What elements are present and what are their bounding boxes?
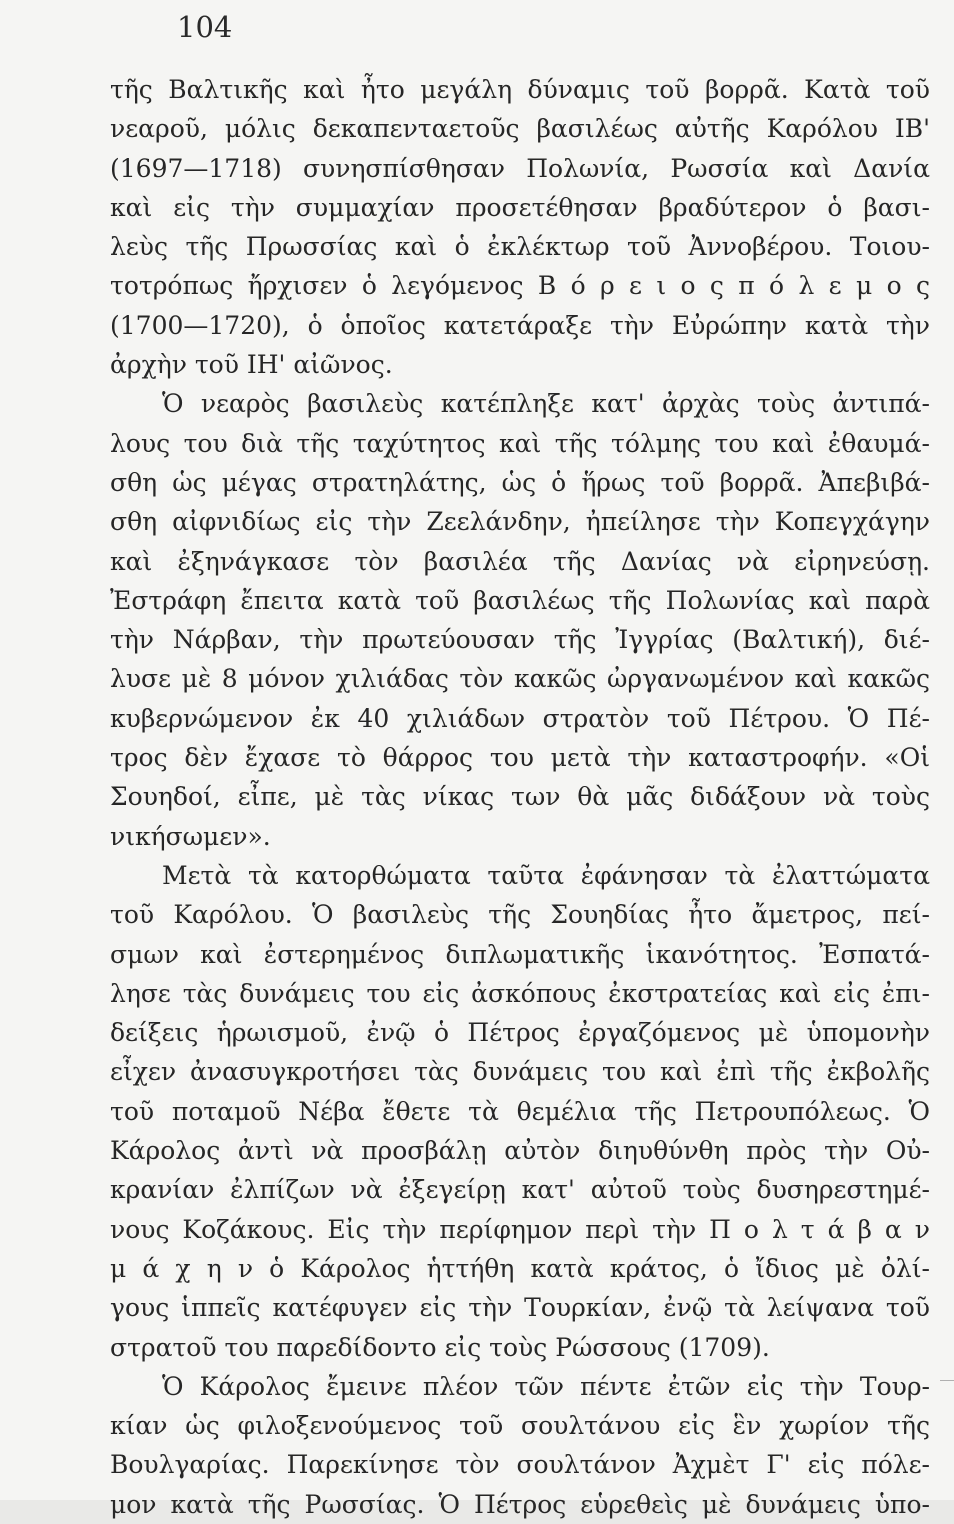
text-line: γους ἱππεῖς κατέφυγεν εἰς τὴν Τουρκίαν, ἐνῷ τὰ λείψανα τοῦ [110,1293,930,1323]
page-number: 104 [177,10,233,44]
text-line: ἀρχὴν τοῦ ΙΗ' αἰῶνος. [110,350,393,380]
text-line: κρανίαν ἐλπίζων νὰ ἐξεγείρῃ κατ' αὐτοῦ τοὺς δυσηρεστημέ- [110,1175,930,1205]
text-line: καὶ εἰς τὴν συμμαχίαν προσετέθησαν βραδύτερον ὁ βασι- [110,192,930,222]
text-line: τῆς Βαλτικῆς καὶ ἦτο μεγάλη δύναμις τοῦ βορρᾶ. Κατὰ τοῦ [110,75,930,104]
text-line: νεαροῦ, μόλις δεκαπενταετοῦς βασιλέως αὐτῆς Καρόλου ΙΒ' [110,114,930,144]
text-line: (1700—1720), ὁ ὁποῖος κατετάραξε τὴν Εὐρώπην κατὰ τὴν [110,310,930,340]
text-line: σμων καὶ ἐστερημένος διπλωματικῆς ἱκανότητος. Ἐσπατά- [110,939,930,969]
text-line: Μετὰ τὰ κατορθώματα ταῦτα ἐφάνησαν τὰ ἐλαττώματα [162,860,930,890]
text-line: λεὺς τῆς Πρωσσίας καὶ ὁ ἐκλέκτωρ τοῦ Ἀννοβέρου. Τοιου- [110,232,930,262]
text-line: Σουηδοί, εἶπε, μὲ τὰς νίκας των θὰ μᾶς διδάξουν νὰ τοὺς [110,782,930,812]
margin-mark [940,1380,954,1381]
text-line: τοτρόπως ἤρχισεν ὁ λεγόμενος Β ό ρ ε ι ο ς π ό λ ε μ ο ς [110,271,930,301]
body-text [110,70,930,1524]
text-line: σθη ὡς μέγας στρατηλάτης, ὡς ὁ ἥρως τοῦ βορρᾶ. Ἀπεβιβά- [110,467,930,497]
text-line: λυσε μὲ 8 μόνον χιλιάδας τὸν κακῶς ὠργανωμένον καὶ κακῶς [110,664,930,694]
text-line: νικήσωμεν». [110,821,271,851]
text-line: κυβερνώμενον ἐκ 40 χιλιάδων στρατὸν τοῦ Πέτρου. Ὁ Πέ- [110,703,930,733]
text-line: μον κατὰ τῆς Ρωσσίας. Ὁ Πέτρος εὑρεθεὶς μὲ δυνάμεις ὑπο- [110,1489,930,1519]
text-line: τοῦ ποταμοῦ Νέβα ἔθετε τὰ θεμέλια τῆς Πετρουπόλεως. Ὁ [110,1096,930,1126]
text-line: Ἐστράφη ἔπειτα κατὰ τοῦ βασιλέως τῆς Πολωνίας καὶ παρὰ [110,585,930,615]
text-line: τοῦ Καρόλου. Ὁ βασιλεὺς τῆς Σουηδίας ἦτο ἄμετρος, πεί- [110,900,930,930]
text-line: τὴν Νάρβαν, τὴν πρωτεύουσαν τῆς Ἰγγρίας (Βαλτική), διέ- [110,625,930,655]
text-line: Ὁ Κάρολος ἔμεινε πλέον τῶν πέντε ἐτῶν εἰς τὴν Τουρ- [162,1371,930,1401]
text-line: στρατοῦ του παρεδίδοντο εἰς τοὺς Ρώσσους (1709). [110,1332,770,1362]
text-line: δείξεις ἡρωισμοῦ, ἐνῷ ὁ Πέτρος ἐργαζόμενος μὲ ὑπομονὴν [110,1018,930,1048]
text-line: λους του διὰ τῆς ταχύτητος καὶ τῆς τόλμης του καὶ ἐθαυμά- [110,428,930,458]
text-line: καὶ ἐξηνάγκασε τὸν βασιλέα τῆς Δανίας νὰ εἰρηνεύσῃ. [110,546,930,576]
text-line: τρος δὲν ἔχασε τὸ θάρρος του μετὰ τὴν καταστροφήν. «Οἱ [110,743,930,773]
text-line: εἶχεν ἀνασυγκροτήσει τὰς δυνάμεις του καὶ ἐπὶ τῆς ἐκβολῆς [110,1057,930,1087]
text-line: (1697—1718) συνησπίσθησαν Πολωνία, Ρωσσία καὶ Δανία [110,153,930,183]
text-line: Ὁ νεαρὸς βασιλεὺς κατέπληξε κατ' ἀρχὰς τοὺς ἀντιπά- [162,389,930,419]
text-line: λησε τὰς δυνάμεις του εἰς ἀσκόπους ἐκστρατείας καὶ εἰς ἐπι- [110,978,930,1008]
text-line: κίαν ὡς φιλοξενούμενος τοῦ σουλτάνου εἰς ἓν χωρίον τῆς [110,1411,930,1441]
text-line: Βουλγαρίας. Παρεκίνησε τὸν σουλτάνον Ἀχμὲτ Γ' εἰς πόλε- [110,1450,930,1480]
text-line: μ ά χ η ν ὁ Κάρολος ἡττήθη κατὰ κράτος, ὁ ἴδιος μὲ ὀλί- [110,1253,930,1283]
text-line: Κάρολος ἀντὶ νὰ προσβάλῃ αὐτὸν διηυθύνθη πρὸς τὴν Οὐ- [110,1136,930,1166]
text-line: σθη αἰφνιδίως εἰς τὴν Ζεελάνδην, ἠπείλησε τὴν Κοπεγχάγην [110,507,930,537]
text-line: νους Κοζάκους. Εἰς τὴν περίφημον περὶ τὴν Π ο λ τ ά β α ν [110,1214,930,1244]
